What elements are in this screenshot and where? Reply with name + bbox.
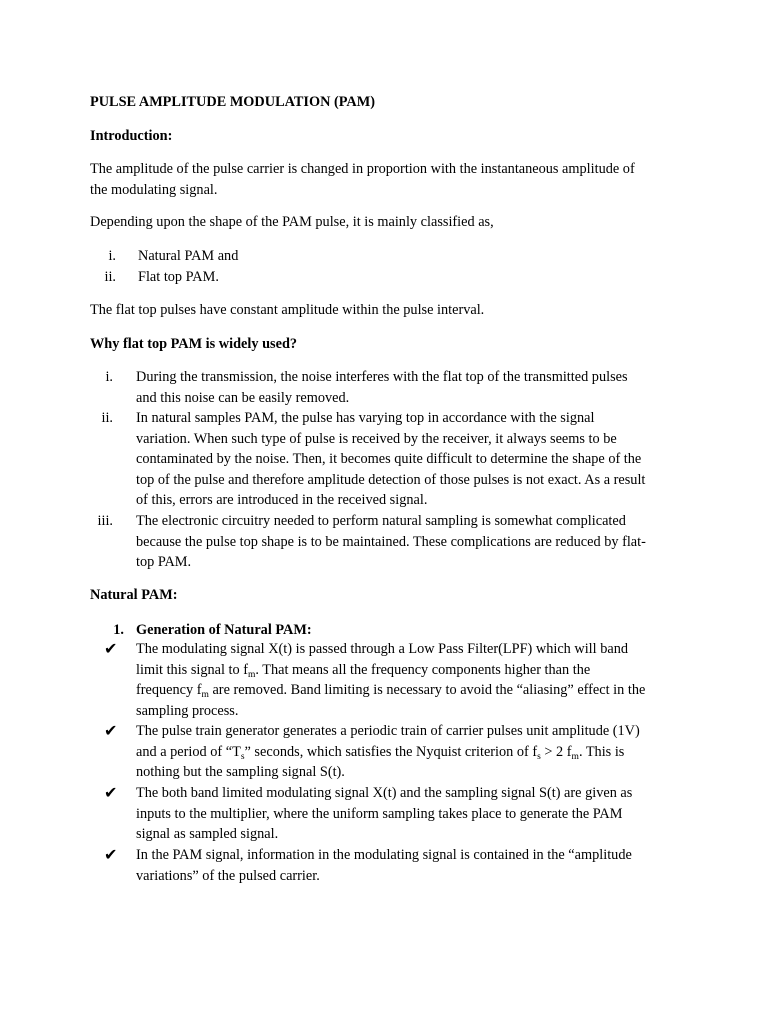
intro-para-line: The amplitude of the pulse carrier is changed in proportion with the instantaneous amplitude of bbox=[90, 161, 635, 177]
document-title: PULSE AMPLITUDE MODULATION (PAM) bbox=[90, 94, 376, 110]
list-item-line: contaminated by the noise. Then, it becomes quite difficult to determine the shape of the bbox=[136, 451, 642, 468]
bullet-line: sampling process. bbox=[136, 702, 239, 719]
list-item-line: because the pulse top shape is to be maintained. These complications are reduced by flat- bbox=[136, 533, 646, 550]
bullet-item bbox=[136, 721, 676, 783]
list-item-line: In natural samples PAM, the pulse has varying top in accordance with the signal bbox=[136, 410, 595, 426]
list-item-line: variation. When such type of pulse is received by the receiver, it always seems to be bbox=[136, 430, 617, 447]
list-item-line: of this, errors are introduced in the received signal. bbox=[136, 492, 428, 509]
check-icon: ✔ bbox=[104, 639, 118, 658]
bullet-line: variations” of the pulsed carrier. bbox=[136, 867, 320, 884]
list-item: Natural PAM and bbox=[138, 248, 239, 264]
intro-para-line: the modulating signal. bbox=[90, 182, 218, 198]
list-item-line: During the transmission, the noise interferes with the flat top of the transmitted pulses bbox=[136, 369, 628, 385]
bullet-line: The modulating signal X(t) is passed through a Low Pass Filter(LPF) which will band bbox=[136, 641, 628, 657]
classification-intro: Depending upon the shape of the PAM pulse, it is mainly classified as, bbox=[90, 214, 494, 230]
list-item-line: top of the pulse and therefore amplitude detection of those pulses is not exact. As a result bbox=[136, 471, 646, 488]
list-item-line: and this noise can be easily removed. bbox=[136, 389, 350, 406]
bullet-item bbox=[136, 639, 676, 721]
list-number: i. bbox=[105, 369, 113, 385]
subsection-number: 1. bbox=[113, 622, 124, 638]
bullet-line: The pulse train generator generates a periodic train of carrier pulses unit amplitude (1V) bbox=[136, 723, 640, 739]
list-number: ii. bbox=[104, 269, 116, 285]
list-number: iii. bbox=[97, 513, 113, 529]
list-number: i. bbox=[108, 248, 116, 264]
list-item bbox=[136, 408, 676, 511]
bullet-line: limit this signal to $f_m$. That means all the frequency components higher than the bbox=[136, 661, 591, 680]
bullet-line: nothing but the sampling signal S(t). bbox=[136, 764, 345, 781]
intro-heading: Introduction: bbox=[90, 128, 173, 144]
list-number: ii. bbox=[101, 410, 113, 426]
bullet-line: In the PAM signal, information in the modulating signal is contained in the “amplitude bbox=[136, 847, 632, 863]
bullet-line: and a period of “$T_s$” seconds, which satisfies the Nyquist criterion of $f_s > 2$ $f_m$. This is bbox=[136, 743, 625, 762]
subsection-heading: Generation of Natural PAM: bbox=[136, 622, 312, 638]
flat-top-statement: The flat top pulses have constant amplitude within the pulse interval. bbox=[90, 302, 485, 318]
bullet-line: The both band limited modulating signal X(t) and the sampling signal S(t) are given as bbox=[136, 785, 633, 801]
list-item bbox=[136, 367, 676, 408]
check-icon: ✔ bbox=[104, 783, 118, 802]
list-item: Flat top PAM. bbox=[138, 269, 219, 285]
bullet-line: signal as sampled signal. bbox=[136, 826, 279, 843]
natural-pam-heading: Natural PAM: bbox=[90, 587, 178, 603]
list-item bbox=[136, 511, 676, 573]
why-heading: Why flat top PAM is widely used? bbox=[90, 336, 298, 352]
bullet-item bbox=[136, 783, 676, 845]
check-icon: ✔ bbox=[104, 721, 118, 740]
bullet-item bbox=[136, 845, 676, 886]
bullet-line: frequency $f_m$ are removed. Band limiting is necessary to avoid the “aliasing” effect in the bbox=[136, 682, 646, 701]
bullet-line: inputs to the multiplier, where the uniform sampling takes place to generate the PAM bbox=[136, 805, 623, 822]
check-icon: ✔ bbox=[104, 845, 118, 864]
list-item-line: The electronic circuitry needed to perform natural sampling is somewhat complicated bbox=[136, 513, 626, 529]
list-item-line: top PAM. bbox=[136, 554, 192, 571]
